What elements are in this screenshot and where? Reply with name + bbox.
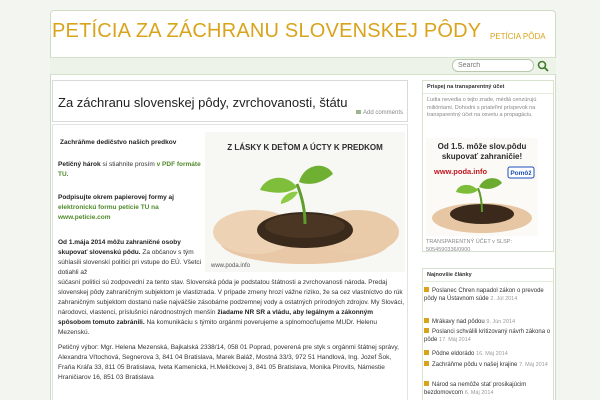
post-image-watermark: www.poda.info <box>211 263 251 269</box>
recent-post-title[interactable]: Zachráňme pôdu v našej krajine <box>432 362 518 368</box>
account-label: TRANSPARENTNÝ ÚČET v SLSP: <box>426 239 512 245</box>
support-banner-line-1: Od 1.5. môže slov.pôdu <box>437 142 527 151</box>
add-comments-link[interactable] <box>356 110 403 116</box>
recent-post-title[interactable]: Poslanec Chren napadol zákon o prevode pôdy na Ústavnom súde <box>424 288 544 302</box>
recent-post-date: 7. Máj 2014 <box>519 362 548 368</box>
post-paragraph-1: Zachráňme dedičstvo našich predkov <box>60 139 177 146</box>
bullet-icon <box>424 350 429 355</box>
bullet-icon <box>424 328 429 333</box>
recent-post-item[interactable] <box>424 361 552 369</box>
recent-post-item[interactable] <box>424 328 552 344</box>
authorization-statement: Na komunikáciu s týmito orgánmi poverujeme a splnomocňujeme MUDr. Helenu Mezenskú. <box>58 319 377 336</box>
petition-sheet-label: Petičný hárok <box>58 161 101 168</box>
pdf-download-link[interactable]: v PDF formáte TU. <box>58 161 201 178</box>
recent-post-title[interactable]: Národ sa nemôže stať prosikajúcim bezdomovcom <box>424 382 527 396</box>
bullet-icon <box>424 287 429 292</box>
electronic-petition-link[interactable]: elektronickú formu petície TU na www.peticie.com <box>58 204 159 221</box>
comments-label: Add comments <box>363 110 404 116</box>
support-banner-line-2: skupovať zahraničie! <box>441 152 523 161</box>
account-number: 5054590336/0900 <box>426 247 471 253</box>
bullet-icon <box>424 361 429 366</box>
post-paragraph-3 <box>58 193 203 223</box>
recent-post-item[interactable] <box>424 287 552 303</box>
recent-post-date: 9. Jún 2014 <box>486 319 516 325</box>
site-description: PETÍCIA PÔDA <box>490 32 546 41</box>
demand-statement: žiadame NR SR a vládu, aby legálnym a zákonným spôsobom tomuto zabránili. <box>58 309 374 326</box>
support-banner-badge: Pomôž <box>510 170 532 177</box>
recent-post-title[interactable]: Pôdne eldorádo <box>432 351 475 357</box>
recent-post-date: 6. Máj 2014 <box>464 390 494 396</box>
post-title[interactable]: Za záchranu slovenskej pôdy, zvrchovanosti, štátu <box>58 95 348 110</box>
search-icon[interactable] <box>537 60 549 72</box>
recent-posts-title: Najnovšie články <box>423 269 553 282</box>
post-image-heading: Z LÁSKY K DEŤOM A ÚCTY K PREDKOM <box>227 143 383 152</box>
recent-post-item[interactable] <box>424 381 552 397</box>
politicians-statement: Za občanov s tým súhlasili slovenskí politici pri vstupe do EÚ. Všetci dotiahli až <box>58 249 202 276</box>
support-widget-text: Ľudia nevedia o tejto zrade, médiá cenzúrujú milióntami. Dohodni s priateľmi príspevok na transparentný účet na osvetu a propagáciu. <box>427 97 537 118</box>
recent-post-item[interactable] <box>424 350 552 358</box>
bullet-icon <box>424 318 429 323</box>
site-title[interactable]: PETÍCIA ZA ZÁCHRANU SLOVENSKEJ PÔDY <box>52 20 482 42</box>
bullet-icon <box>424 381 429 386</box>
comment-icon <box>356 110 361 114</box>
post-image <box>205 132 405 272</box>
recent-post-date: 16. Máj 2014 <box>476 351 508 357</box>
support-banner[interactable] <box>426 138 538 236</box>
post-paragraph-4 <box>58 238 203 278</box>
may-date-statement: Od 1.mája 2014 môžu zahraničné osoby skupovať slovenskú pôdu. <box>58 239 181 256</box>
sign-text: Podpisujte okrem papierovej formy aj <box>58 194 174 201</box>
soil-statement: súčasní politici sú zodpovední za tento stav. Slovenská pôda je podstatou štátnosti a zvrchovanosti národa. Predaj slovenskej pôdy zahraničným subjektom je vlastizrada. V prípade zmeny hrozí vážne riziko, že sa cez vlastníctvo do rúk zahraničným subjektom dostanú naše najväčšie zásobárne podzemnej vody a ostatných prírodných zdrojov. My Slováci, národovci, vlastenci, príslušníci národnostných menšín <box>58 279 405 316</box>
support-widget-title: Prispej na transparentný účet <box>423 81 553 94</box>
post-paragraph-5 <box>58 278 406 338</box>
recent-post-title[interactable]: Mrákavy nad pôdou <box>432 319 485 325</box>
recent-post-title[interactable]: Poslanci schválili kritizovaný návrh zákona o pôde <box>424 329 551 343</box>
post-paragraph-2 <box>58 160 203 180</box>
recent-post-date: 17. Máj 2014 <box>439 337 471 343</box>
recent-post-date: 2. Júl 2014 <box>490 296 518 302</box>
support-banner-url: www.poda.info <box>434 167 488 176</box>
recent-post-item[interactable] <box>424 318 552 326</box>
search-input[interactable] <box>452 59 534 72</box>
post-paragraph-6: Petičný výbor: Mgr. Helena Mezenská, Bajkalská 2338/14, 058 01 Poprad, poverená pre styk s orgánmi štátnej správy, Alexandra Vŕtochová, Segnerova 3, 841 04 Bratislava, Marek Baláž, Mostná 33/3, 972 51 Handlová, Ing. Jozef Šok, Fraňa Kráľa 33, 811 05 Bratislava, Iveta Kamenická, H.Meličkovej 3, 841 05 Bratislava, Monika Pirovits, Námestie Hraničiarov 16, 851 03 Bratislava <box>58 344 399 381</box>
petition-download-text: si stiahnite prosím <box>100 161 157 168</box>
